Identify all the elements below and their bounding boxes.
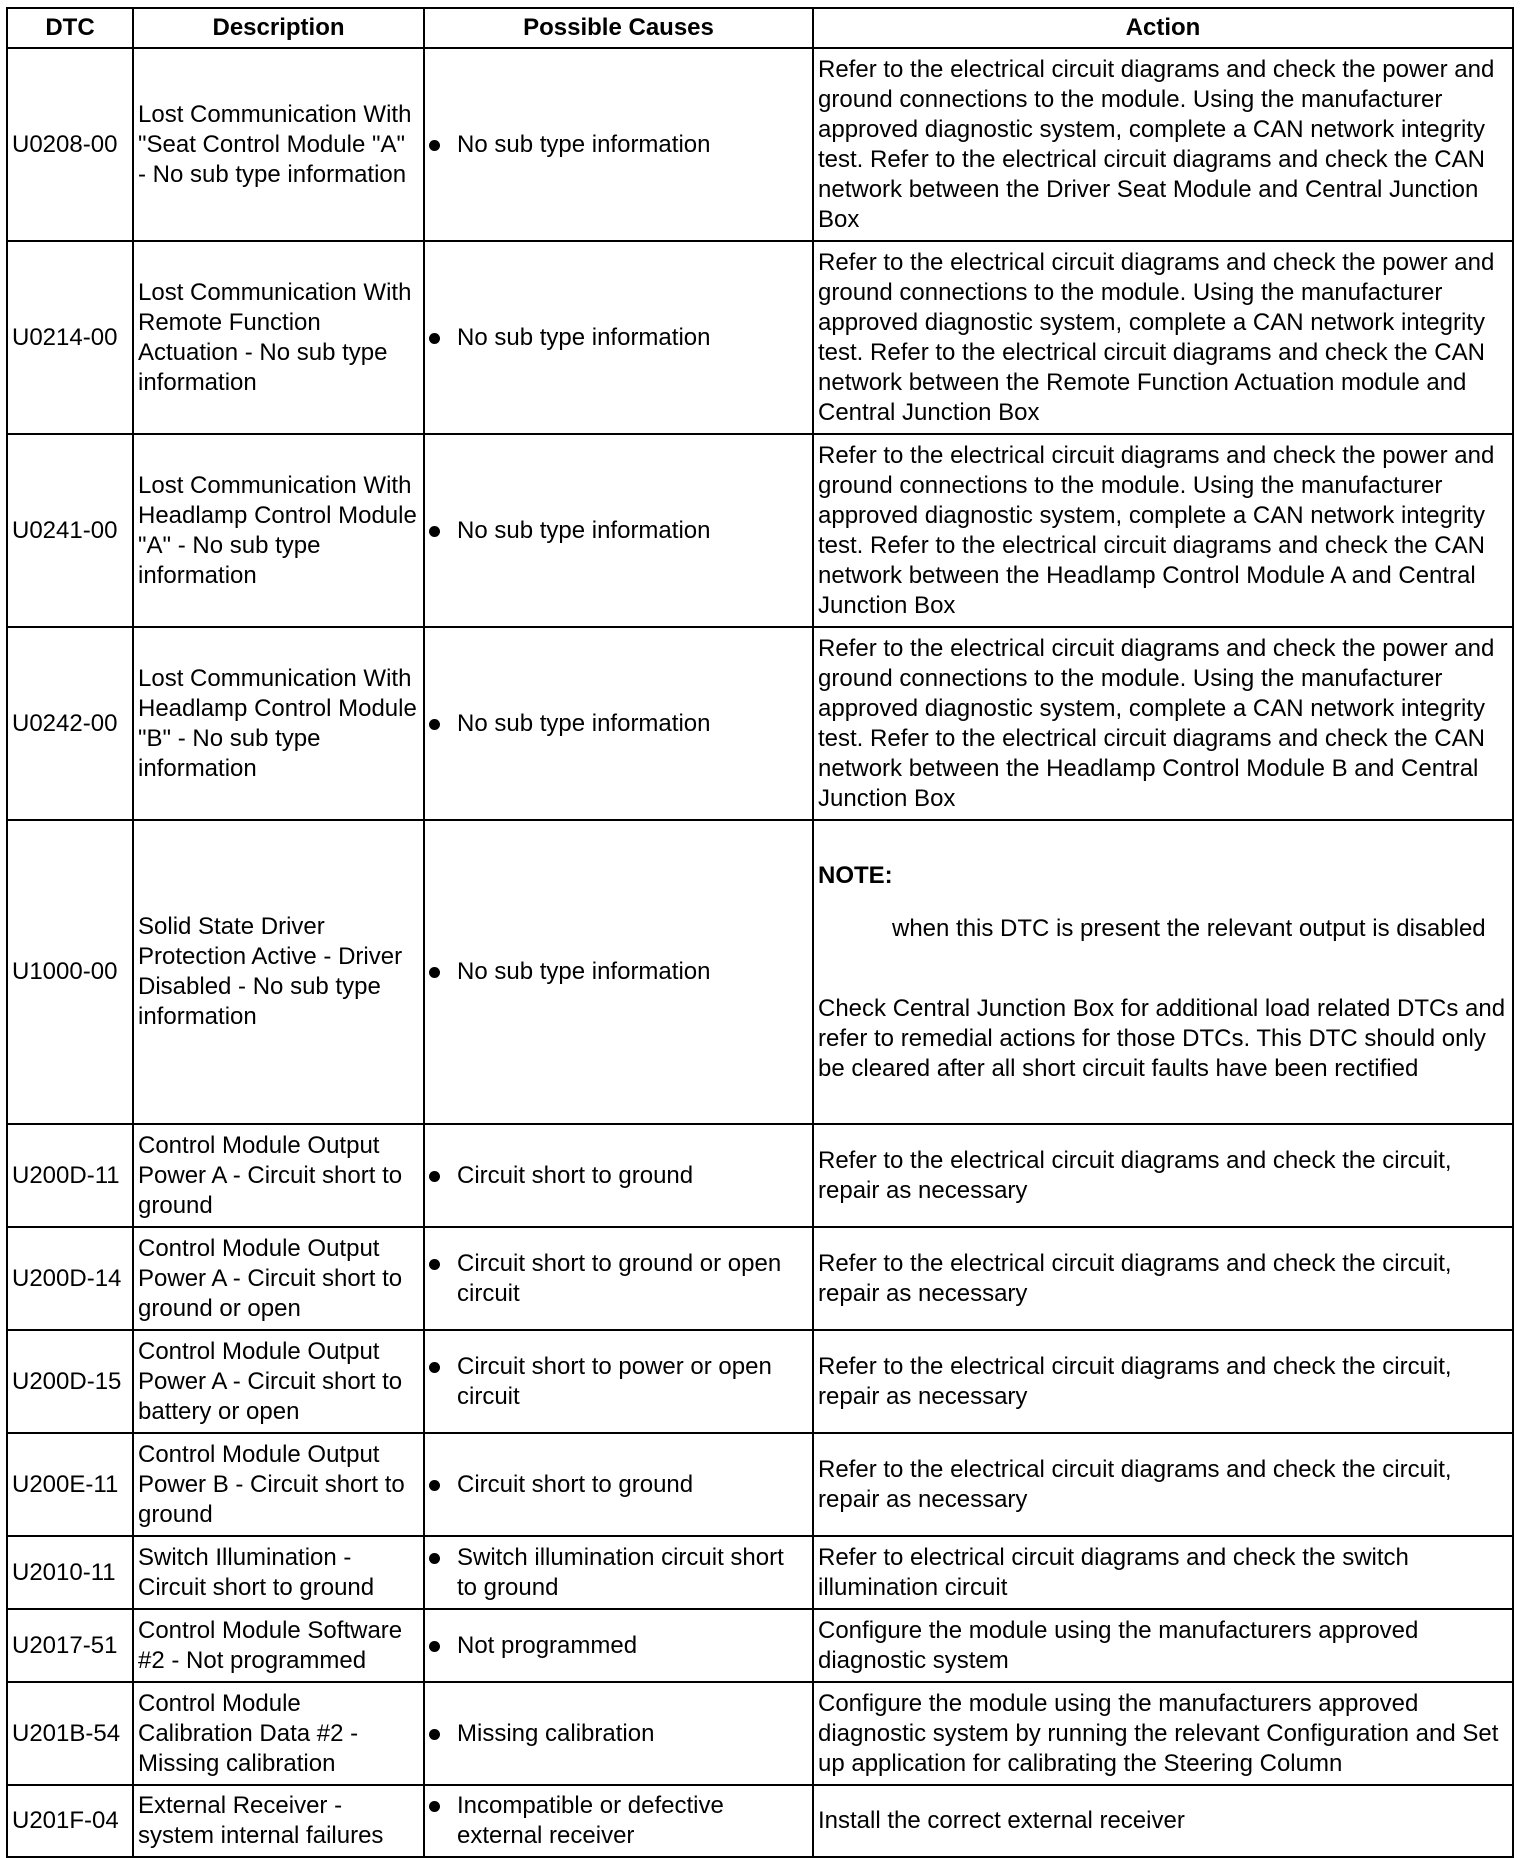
dtc-table (6, 7, 1514, 1858)
dtc-description: Lost Communication With Remote Function Actuation - No sub type information (133, 241, 424, 434)
possible-cause (424, 48, 813, 241)
dtc-description: Switch Illumination - Circuit short to ground (133, 1536, 424, 1609)
bullet-icon (429, 1801, 440, 1812)
table-row (7, 1433, 1513, 1536)
bullet-icon (429, 719, 440, 730)
bullet-icon (429, 140, 440, 151)
cause-text: Circuit short to power or open circuit (457, 1352, 772, 1410)
dtc-table-container (6, 7, 1512, 1858)
header-description: Description (133, 8, 424, 48)
bullet-icon (429, 1171, 440, 1182)
action-text: Refer to the electrical circuit diagrams and check the circuit, repair as necessary (813, 1433, 1513, 1536)
possible-cause (424, 1785, 813, 1857)
cause-text: Circuit short to ground (457, 1161, 694, 1189)
table-header-row (7, 8, 1513, 48)
table-row (7, 820, 1513, 1124)
dtc-code: U200E-11 (7, 1433, 133, 1536)
dtc-description: Control Module Output Power A - Circuit short to ground (133, 1124, 424, 1227)
table-row (7, 1124, 1513, 1227)
action-text: Refer to the electrical circuit diagrams and check the circuit, repair as necessary (813, 1330, 1513, 1433)
cause-text: No sub type information (457, 323, 711, 351)
cause-text: No sub type information (457, 709, 711, 737)
action-text: Refer to the electrical circuit diagrams and check the power and ground connections to the module. Using the manufacturer approved diagnostic system, complete a CAN network integrity test. Refer to the electrical circuit diagrams and check the CAN network between the Headlamp Control Module A and Central Junction Box (813, 434, 1513, 627)
header-action: Action (813, 8, 1513, 48)
cause-text: No sub type information (457, 516, 711, 544)
table-row (7, 1682, 1513, 1785)
bullet-icon (429, 1259, 440, 1270)
bullet-icon (429, 1362, 440, 1373)
possible-cause (424, 1330, 813, 1433)
action-text: Refer to the electrical circuit diagrams and check the power and ground connections to the module. Using the manufacturer approved diagnostic system, complete a CAN network integrity test. Refer to the electrical circuit diagrams and check the CAN network between the Remote Function Actuation module and Central Junction Box (813, 241, 1513, 434)
dtc-description: Control Module Software #2 - Not programmed (133, 1609, 424, 1682)
dtc-description: Solid State Driver Protection Active - Driver Disabled - No sub type information (133, 820, 424, 1124)
bullet-icon (429, 1480, 440, 1491)
bullet-icon (429, 333, 440, 344)
cause-text: Missing calibration (457, 1719, 655, 1747)
dtc-code: U200D-15 (7, 1330, 133, 1433)
possible-cause (424, 627, 813, 820)
dtc-code: U201B-54 (7, 1682, 133, 1785)
action-text: Refer to the electrical circuit diagrams and check the circuit, repair as necessary (813, 1124, 1513, 1227)
table-row (7, 1609, 1513, 1682)
dtc-code: U0242-00 (7, 627, 133, 820)
dtc-code: U0214-00 (7, 241, 133, 434)
possible-cause (424, 241, 813, 434)
bullet-icon (429, 526, 440, 537)
action-text: Refer to the electrical circuit diagrams and check the power and ground connections to the module. Using the manufacturer approved diagnostic system, complete a CAN network integrity test. Refer to the electrical circuit diagrams and check the CAN network between the Driver Seat Module and Central Junction Box (813, 48, 1513, 241)
action-text: Configure the module using the manufacturers approved diagnostic system (813, 1609, 1513, 1682)
table-row (7, 1536, 1513, 1609)
note-label: NOTE: (818, 861, 893, 889)
table-row (7, 627, 1513, 820)
dtc-code: U2017-51 (7, 1609, 133, 1682)
possible-cause (424, 434, 813, 627)
dtc-code: U0241-00 (7, 434, 133, 627)
cause-text: Not programmed (457, 1631, 638, 1659)
header-dtc: DTC (7, 8, 133, 48)
bullet-icon (429, 1729, 440, 1740)
bullet-icon (429, 967, 440, 978)
possible-cause (424, 1227, 813, 1330)
dtc-description: External Receiver - system internal failures (133, 1785, 424, 1857)
dtc-description: Control Module Calibration Data #2 - Missing calibration (133, 1682, 424, 1785)
dtc-description: Lost Communication With Headlamp Control Module "B" - No sub type information (133, 627, 424, 820)
bullet-icon (429, 1641, 440, 1652)
table-row (7, 1785, 1513, 1857)
note-tail: Check Central Junction Box for additional load related DTCs and refer to remedial actions for those DTCs. This DTC should only be cleared after all short circuit faults have been rectified (818, 994, 1506, 1082)
possible-cause (424, 1609, 813, 1682)
cause-text: Switch illumination circuit short to ground (457, 1543, 784, 1601)
cause-text: No sub type information (457, 958, 711, 985)
action-text: Refer to the electrical circuit diagrams and check the circuit, repair as necessary (813, 1227, 1513, 1330)
table-row (7, 434, 1513, 627)
header-possible-causes: Possible Causes (424, 8, 813, 48)
dtc-description: Control Module Output Power B - Circuit short to ground (133, 1433, 424, 1536)
action-note (813, 820, 1513, 1124)
cause-text: Circuit short to ground or open circuit (457, 1249, 782, 1307)
dtc-code: U0208-00 (7, 48, 133, 241)
dtc-code: U2010-11 (7, 1536, 133, 1609)
dtc-description: Lost Communication With Headlamp Control Module "A" - No sub type information (133, 434, 424, 627)
dtc-description: Control Module Output Power A - Circuit short to battery or open (133, 1330, 424, 1433)
dtc-code: U201F-04 (7, 1785, 133, 1857)
action-text: Refer to the electrical circuit diagrams and check the power and ground connections to the module. Using the manufacturer approved diagnostic system, complete a CAN network integrity test. Refer to the electrical circuit diagrams and check the CAN network between the Headlamp Control Module B and Central Junction Box (813, 627, 1513, 820)
cause-text: Incompatible or defective external receiver (457, 1792, 724, 1849)
action-text: Install the correct external receiver (813, 1785, 1513, 1857)
possible-cause (424, 820, 813, 1124)
dtc-description: Lost Communication With "Seat Control Module "A" - No sub type information (133, 48, 424, 241)
action-text: Refer to electrical circuit diagrams and check the switch illumination circuit (813, 1536, 1513, 1609)
dtc-code: U1000-00 (7, 820, 133, 1124)
possible-cause (424, 1433, 813, 1536)
table-row (7, 241, 1513, 434)
table-row (7, 1227, 1513, 1330)
dtc-code: U200D-11 (7, 1124, 133, 1227)
possible-cause (424, 1536, 813, 1609)
table-row (7, 1330, 1513, 1433)
dtc-description: Control Module Output Power A - Circuit short to ground or open (133, 1227, 424, 1330)
table-row (7, 48, 1513, 241)
possible-cause (424, 1124, 813, 1227)
action-text: Configure the module using the manufacturers approved diagnostic system by running the relevant Configuration and Set up application for calibrating the Steering Column (813, 1682, 1513, 1785)
note-body: when this DTC is present the relevant output is disabled (892, 914, 1486, 942)
bullet-icon (429, 1553, 440, 1564)
dtc-code: U200D-14 (7, 1227, 133, 1330)
cause-text: No sub type information (457, 130, 711, 158)
possible-cause (424, 1682, 813, 1785)
cause-text: Circuit short to ground (457, 1470, 694, 1498)
